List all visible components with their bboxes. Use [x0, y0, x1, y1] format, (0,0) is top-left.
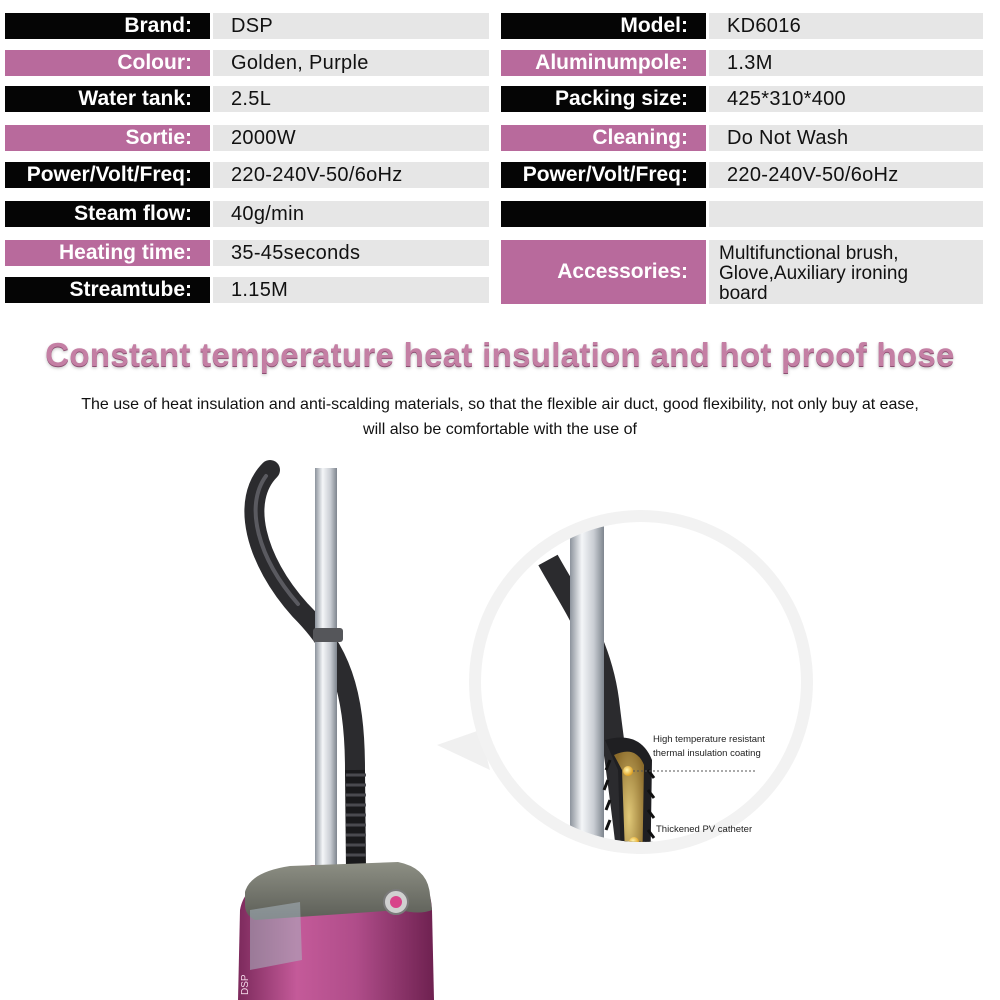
- spec-value: 2000W: [213, 125, 489, 151]
- spec-row-power: [5, 162, 489, 188]
- steam-hose: [254, 470, 366, 870]
- coating-callout-line-1: High temperature resistant: [653, 734, 765, 745]
- aluminum-pole: [315, 468, 337, 888]
- spec-row-cleaning: [501, 125, 983, 151]
- spec-row-steam-flow: [5, 201, 489, 227]
- spec-label: Model:: [501, 13, 706, 39]
- coating-callout: [653, 733, 765, 761]
- spec-label: Power/Volt/Freq:: [5, 162, 210, 188]
- product-logo: DSP: [240, 974, 251, 995]
- spec-label: Steam flow:: [5, 201, 210, 227]
- spec-label: Packing size:: [501, 86, 706, 112]
- spec-label: Power/Volt/Freq:: [501, 162, 706, 188]
- spec-value: 425*310*400: [709, 86, 983, 112]
- spec-value: 40g/min: [213, 201, 489, 227]
- spec-value: 2.5L: [213, 86, 489, 112]
- description-line-1: The use of heat insulation and anti-scalding materials, so that the flexible air duct, good flexibility, not only buy at ease,: [81, 396, 919, 413]
- headline: Constant temperature heat insulation and hot proof hose: [45, 336, 955, 373]
- spec-label: Water tank:: [5, 86, 210, 112]
- spec-row-sortie: [5, 125, 489, 151]
- spec-value: 1.3M: [709, 50, 983, 76]
- spec-row-water-tank: [5, 86, 489, 112]
- spec-row-brand: [5, 13, 489, 39]
- spec-value: 220-240V-50/6oHz: [709, 162, 983, 188]
- spec-label: Aluminumpole:: [501, 50, 706, 76]
- spec-row-power-right: [501, 162, 983, 188]
- spec-label: Sortie:: [5, 125, 210, 151]
- spec-label: Cleaning:: [501, 125, 706, 151]
- spec-label: Brand:: [5, 13, 210, 39]
- spec-label: Colour:: [5, 50, 210, 76]
- catheter-callout: Thickened PV catheter: [656, 824, 753, 835]
- spec-row-colour: [5, 50, 489, 76]
- spec-row-model: [501, 13, 983, 39]
- accessories-label: Accessories:: [501, 240, 706, 304]
- steamer-body: [238, 862, 434, 1000]
- spec-value: 220-240V-50/6oHz: [213, 162, 489, 188]
- pole-clip: [313, 628, 343, 642]
- spec-label: Heating time:: [5, 240, 210, 266]
- accessories-value: [709, 240, 983, 304]
- accessories-line: Multifunctional brush,: [719, 243, 899, 264]
- spec-row-aluminum-pole: [501, 50, 983, 76]
- description: [0, 392, 1000, 442]
- spec-value: 35-45seconds: [213, 240, 489, 266]
- spec-row-packing-size: [501, 86, 983, 112]
- detail-magnifier: [437, 500, 813, 900]
- spec-value: Do Not Wash: [709, 125, 983, 151]
- spec-value: 1.15M: [213, 277, 489, 303]
- description-line-2: will also be comfortable with the use of: [363, 421, 637, 438]
- spec-value: KD6016: [709, 13, 983, 39]
- accessories-line: Glove,Auxiliary ironing: [719, 263, 909, 284]
- spec-label: [501, 201, 706, 227]
- coating-marker: [623, 766, 633, 776]
- spec-row-streamtube: [5, 277, 489, 303]
- product-illustration: [0, 440, 1000, 1000]
- spec-row-heating-time: [5, 240, 489, 266]
- spec-label: Streamtube:: [5, 277, 210, 303]
- spec-value: DSP: [213, 13, 489, 39]
- coating-callout-line-2: thermal insulation coating: [653, 748, 761, 759]
- knob-center: [390, 896, 402, 908]
- spec-value: Golden, Purple: [213, 50, 489, 76]
- spec-value: [709, 201, 983, 227]
- spec-row-empty: [501, 201, 983, 227]
- accessories-line: board: [719, 283, 768, 304]
